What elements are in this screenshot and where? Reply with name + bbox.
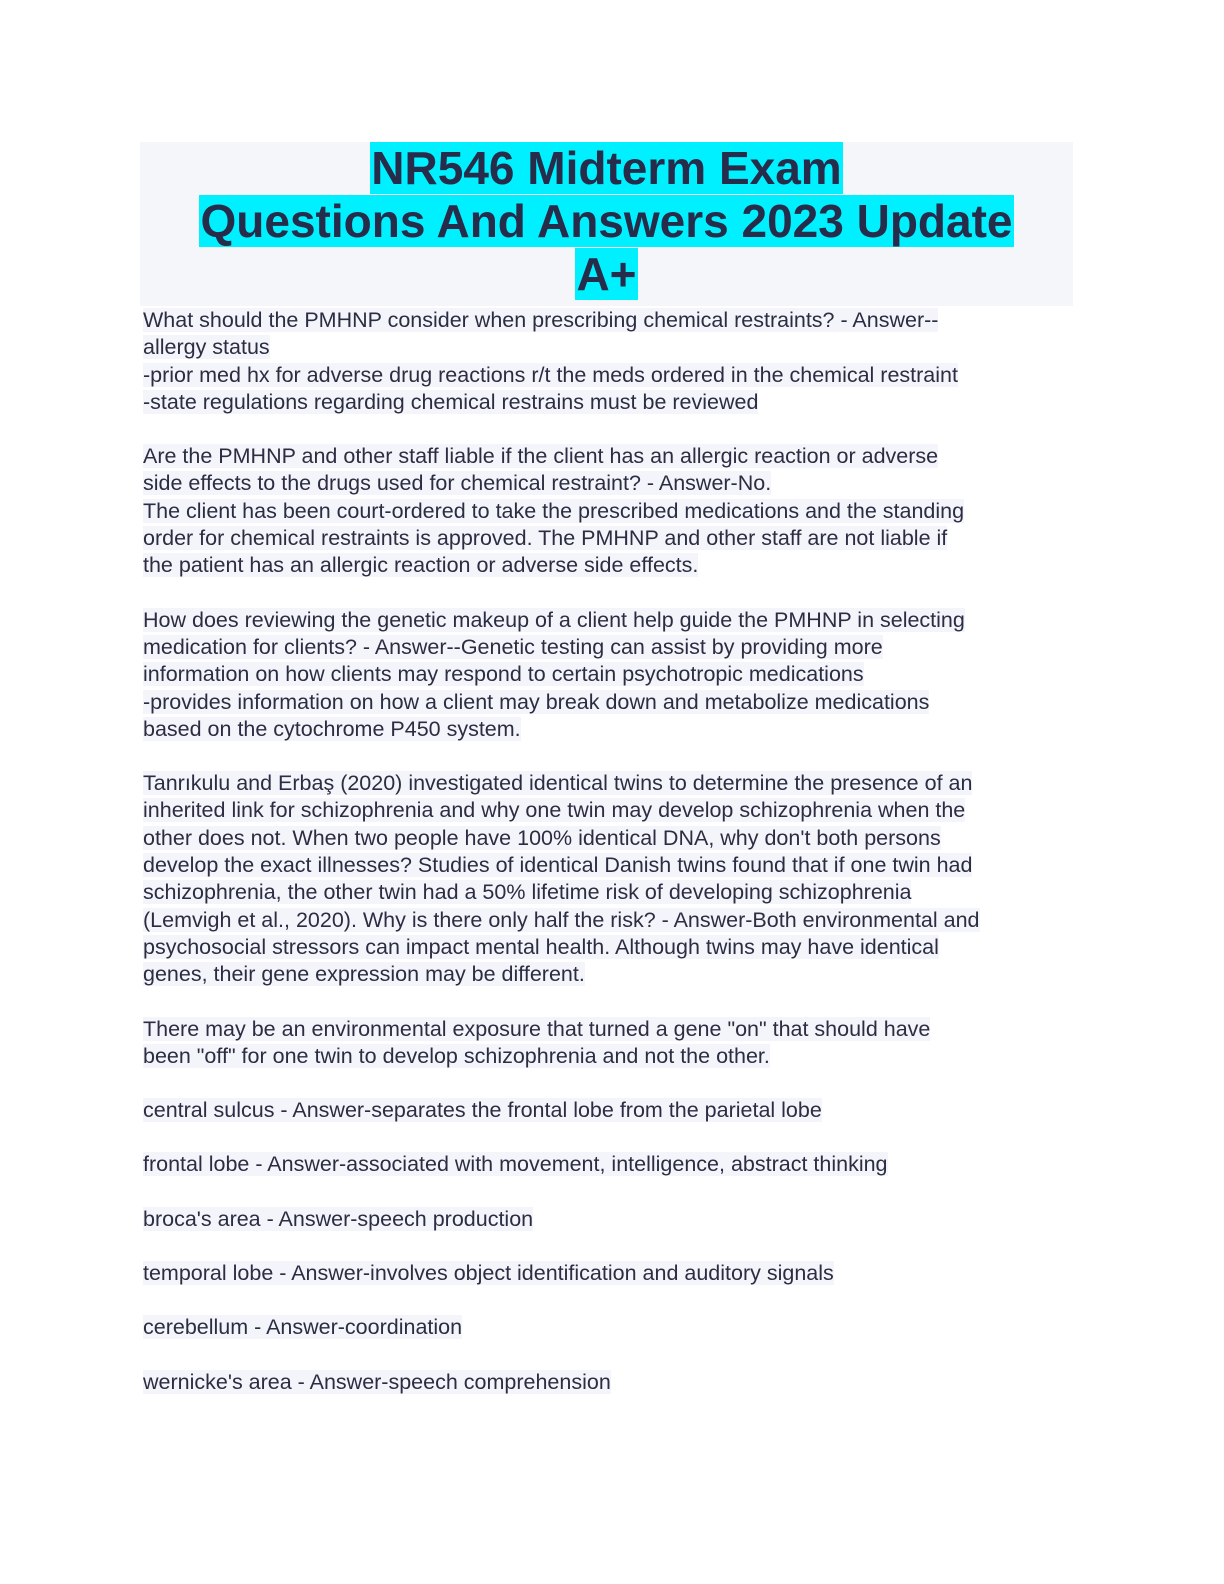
- text-line: [143, 607, 1083, 634]
- text-line-content: -prior med hx for adverse drug reactions r/t the meds ordered in the chemical restraint: [143, 362, 958, 387]
- text-line-content: side effects to the drugs used for chemical restraint? - Answer-No.: [143, 471, 772, 496]
- text-line: [143, 797, 1083, 824]
- text-line-content: information on how clients may respond to certain psychotropic medications: [143, 662, 864, 687]
- text-line-content: There may be an environmental exposure that turned a gene "on" that should have: [143, 1016, 931, 1041]
- text-line-content: psychosocial stressors can impact mental health. Although twins may have identical: [143, 934, 939, 959]
- text-line: [143, 770, 1083, 797]
- text-line-content: inherited link for schizophrenia and why one twin may develop schizophrenia when the: [143, 798, 966, 823]
- title-text-3: A+: [576, 248, 637, 300]
- text-line: [143, 1260, 1083, 1287]
- title-line-1: [140, 142, 1073, 195]
- qa-paragraph: [143, 1151, 1083, 1178]
- qa-paragraph: [143, 443, 1083, 579]
- qa-paragraph: [143, 1314, 1083, 1341]
- text-line: [143, 1314, 1083, 1341]
- text-line: [143, 552, 1083, 579]
- text-line-content: How does reviewing the genetic makeup of a client help guide the PMHNP in selecting: [143, 607, 965, 632]
- text-line-content: wernicke's area - Answer-speech comprehension: [143, 1369, 611, 1394]
- text-line-content: schizophrenia, the other twin had a 50% lifetime risk of developing schizophrenia: [143, 880, 912, 905]
- text-line-content: -state regulations regarding chemical restrains must be reviewed: [143, 389, 759, 414]
- text-line: [143, 307, 1083, 334]
- text-line: [143, 1206, 1083, 1233]
- qa-content: [143, 307, 1083, 1423]
- text-line-content: based on the cytochrome P450 system.: [143, 716, 521, 741]
- text-line-content: genes, their gene expression may be different.: [143, 962, 585, 987]
- text-line-content: been "off" for one twin to develop schizophrenia and not the other.: [143, 1043, 770, 1068]
- title-text-2: Questions And Answers 2023 Update: [200, 195, 1013, 247]
- text-line: [143, 716, 1083, 743]
- text-line: [143, 879, 1083, 906]
- text-line: [143, 934, 1083, 961]
- text-line: [143, 852, 1083, 879]
- text-line-content: central sulcus - Answer-separates the frontal lobe from the parietal lobe: [143, 1098, 822, 1123]
- title-line-2: [140, 195, 1073, 248]
- qa-paragraph: [143, 1260, 1083, 1287]
- text-line-content: other does not. When two people have 100% identical DNA, why don't both persons: [143, 825, 941, 850]
- title-line-3: [140, 248, 1073, 301]
- text-line-content: -provides information on how a client may break down and metabolize medications: [143, 689, 930, 714]
- text-line-content: What should the PMHNP consider when prescribing chemical restraints? - Answer--: [143, 308, 939, 332]
- text-line: [143, 907, 1083, 934]
- text-line: [143, 334, 1083, 361]
- text-line-content: Are the PMHNP and other staff liable if the client has an allergic reaction or adverse: [143, 444, 939, 469]
- text-line-content: allergy status: [143, 335, 270, 360]
- text-line: [143, 443, 1083, 470]
- text-line-content: the patient has an allergic reaction or adverse side effects.: [143, 553, 699, 578]
- text-line: [143, 525, 1083, 552]
- text-line: [143, 1016, 1083, 1043]
- text-line: [143, 1097, 1083, 1124]
- qa-paragraph: [143, 1016, 1083, 1071]
- text-line: [143, 470, 1083, 497]
- text-line: [143, 634, 1083, 661]
- text-line: [143, 498, 1083, 525]
- text-line-content: temporal lobe - Answer-involves object identification and auditory signals: [143, 1261, 834, 1286]
- qa-paragraph: [143, 307, 1083, 416]
- qa-paragraph: [143, 1369, 1083, 1396]
- qa-paragraph: [143, 770, 1083, 988]
- text-line-content: Tanrıkulu and Erbaş (2020) investigated identical twins to determine the presence of an: [143, 771, 973, 796]
- text-line-content: frontal lobe - Answer-associated with movement, intelligence, abstract thinking: [143, 1152, 888, 1177]
- text-line: [143, 689, 1083, 716]
- title-text-1: NR546 Midterm Exam: [371, 142, 842, 194]
- text-line: [143, 1151, 1083, 1178]
- text-line: [143, 1369, 1083, 1396]
- text-line: [143, 661, 1083, 688]
- text-line-content: medication for clients? - Answer--Genetic testing can assist by providing more: [143, 634, 883, 659]
- text-line-content: cerebellum - Answer-coordination: [143, 1315, 463, 1340]
- qa-paragraph: [143, 1097, 1083, 1124]
- qa-paragraph: [143, 1206, 1083, 1233]
- text-line-content: develop the exact illnesses? Studies of identical Danish twins found that if one twin had: [143, 853, 973, 878]
- text-line-content: order for chemical restraints is approved. The PMHNP and other staff are not liable if: [143, 526, 948, 551]
- text-line: [143, 825, 1083, 852]
- qa-paragraph: [143, 607, 1083, 743]
- text-line: [143, 961, 1083, 988]
- text-line: [143, 362, 1083, 389]
- text-line: [143, 1043, 1083, 1070]
- title-block: [140, 142, 1073, 306]
- text-line-content: (Lemvigh et al., 2020). Why is there only half the risk? - Answer-Both environmental and: [143, 907, 980, 932]
- text-line: [143, 389, 1083, 416]
- text-line-content: The client has been court-ordered to take the prescribed medications and the standing: [143, 498, 965, 523]
- text-line-content: broca's area - Answer-speech production: [143, 1206, 534, 1231]
